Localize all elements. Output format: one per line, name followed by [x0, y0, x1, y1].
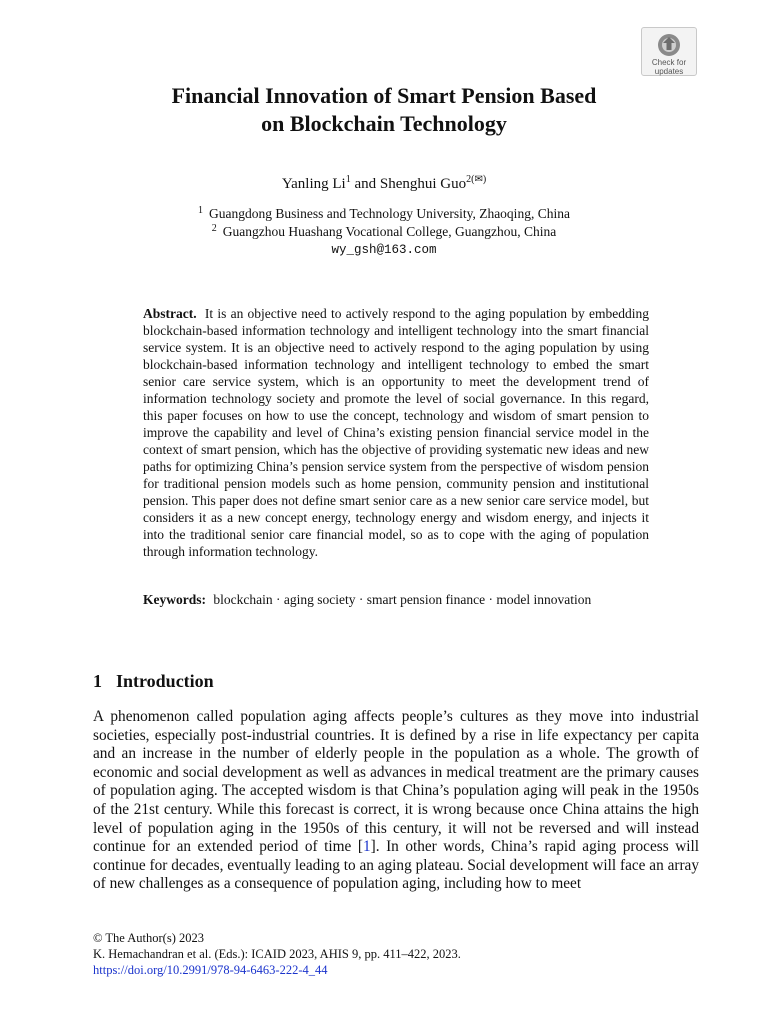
intro-text-part-1: A phenomenon called population aging affects people’s cultures as they move into industrial societies, especially post-industrial countries. It is defined by a rise in life expectancy per capita and an increase in the number of elderly people in the population as a whole. The growth of economic and social development as well as advances in medical treatment are the primary causes of population aging. The accepted wisdom is that China’s population aging will peak in the 1950s of the 21st century. While this forecast is correct, it is wrong because once China attains the high level of population aging in the 1950s of this century, it will not be reversed and will instead continue for an extended period of time [ [93, 708, 699, 856]
affiliations [60, 205, 708, 259]
author-1-name: Yanling Li [281, 176, 346, 192]
check-for-updates-icon [654, 32, 684, 58]
citation-link[interactable]: 1 [362, 838, 371, 856]
check-for-updates-badge[interactable] [641, 27, 697, 76]
author-2-affil: 2(✉) [466, 174, 487, 185]
section-number: 1 [93, 671, 102, 691]
proceedings-citation: K. Hemachandran et al. (Eds.): ICAID 2023, AHIS 9, pp. 411–422, 2023. [93, 947, 461, 961]
keywords-text: blockchain · aging society · smart pension finance · model innovation [213, 592, 592, 607]
affiliation-1-text: Guangdong Business and Technology University, Zhaoqing, China [209, 206, 570, 221]
author-separator: and [350, 176, 380, 192]
affiliation-1-number: 1 [198, 205, 204, 216]
title-line-1: Financial Innovation of Smart Pension Based [171, 83, 597, 108]
author-email[interactable]: wy_gsh@163.com [331, 243, 437, 257]
author-2-name: Shenghui Guo [379, 176, 467, 192]
intro-text-part-2: ]. In other words, China’s rapid aging process will continue for decades, eventually leading to an aging plateau. Social development will face an array of new challenges as a consequence of population aging, including how to meet [93, 838, 699, 893]
title-line-2: on Blockchain Technology [261, 111, 507, 136]
badge-label-line1: Check for [651, 58, 687, 67]
section-title: Introduction [116, 671, 214, 691]
author-1-affil: 1 [345, 174, 351, 185]
affiliation-1 [60, 205, 708, 223]
paper-title [60, 82, 708, 138]
intro-paragraph [93, 708, 699, 894]
abstract [143, 305, 649, 560]
affiliation-2-text: Guangzhou Huashang Vocational College, Guangzhou, China [222, 224, 557, 239]
badge-label-line2: updates [654, 67, 684, 76]
affiliation-2-number: 2 [211, 223, 217, 234]
abstract-text: It is an objective need to actively respond to the aging population by embedding blockchain-based information technology and intelligent technology into the smart financial service system. It is an objective need to actively respond to the aging population by using blockchain-based information technology and intelligent technology to embed the smart senior care service system, which is an opportunity to meet the development trend of information technology society and promote the level of social governance. In this regard, this paper focuses on how to use the concept, technology and wisdom of smart pension to improve the capability and level of China’s existing pension financial service model in the context of smart pension, which has the objective of providing systematic new ideas and new paths for optimizing China’s pension service system from the perspective of wisdom pension for traditional pension models such as home pension, community pension and institutional pension. This paper does not define smart senior care as a new senior care service model, but considers it as a new concept energy, technology energy and wisdom energy, and injects it into the traditional senior care financial model, so as to cope with the aging of population through information technology. [143, 306, 650, 559]
author-line [60, 174, 708, 194]
doi-link[interactable]: https://doi.org/10.2991/978-94-6463-222-4_44 [93, 963, 328, 977]
copyright-notice: © The Author(s) 2023 [93, 931, 204, 945]
abstract-label: Abstract. [143, 306, 197, 321]
keywords [143, 591, 649, 608]
keywords-label: Keywords: [143, 592, 206, 607]
affiliation-2 [60, 223, 708, 241]
footer [93, 930, 461, 978]
section-heading [93, 669, 214, 693]
